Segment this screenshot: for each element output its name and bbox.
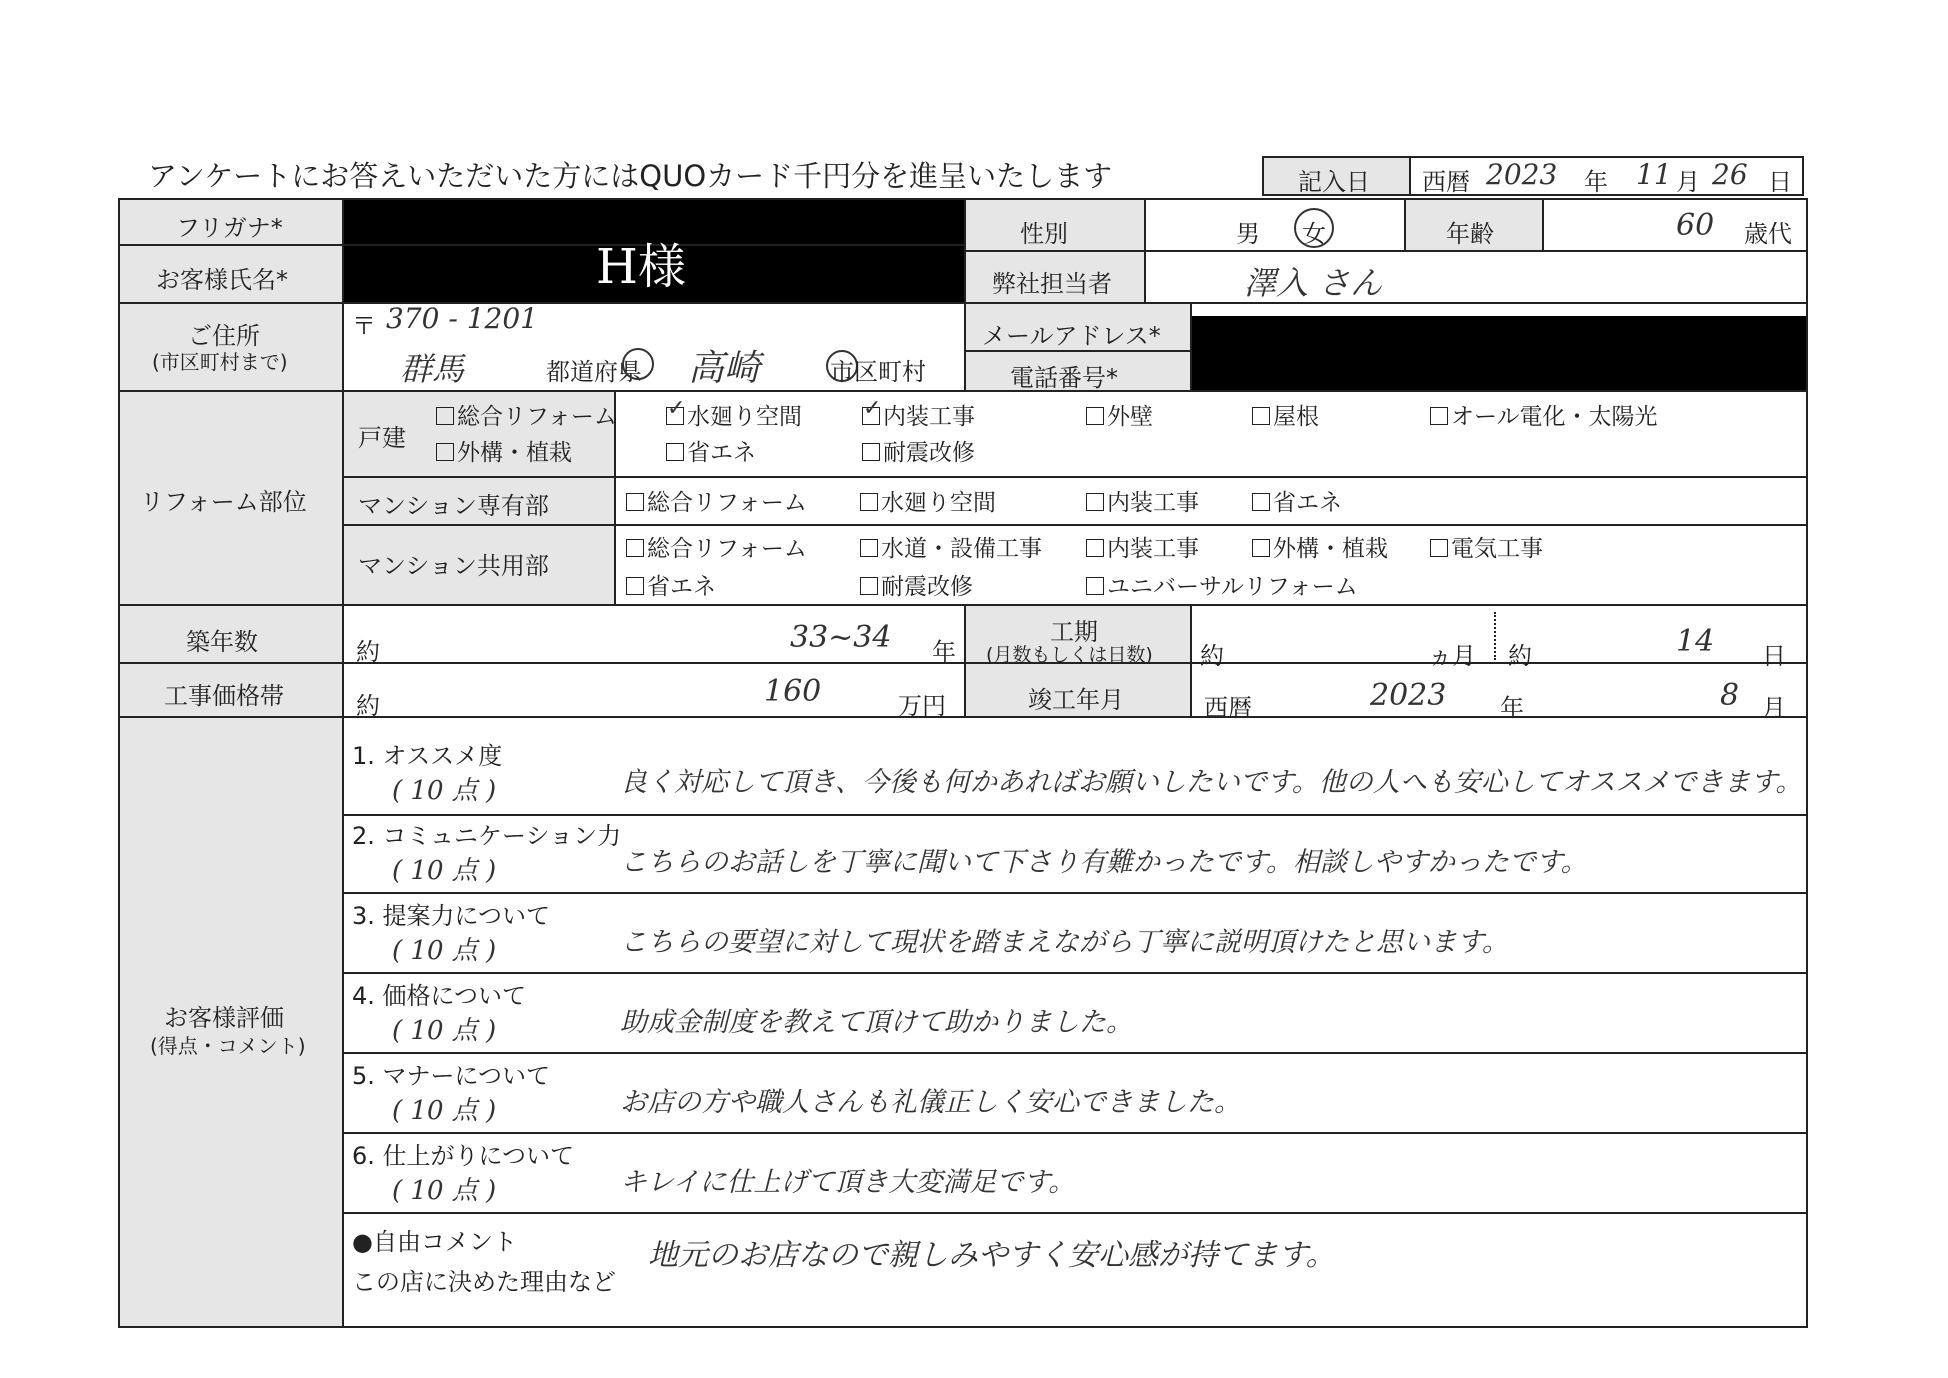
evaluation-item-comment: こちらの要望に対して現状を踏まえながら丁寧に説明頂けたと思います。 [620,927,1509,958]
house-checkbox-6-box[interactable] [436,443,454,461]
grid-line [342,972,1808,974]
period-months-unit: ヵ月 [1428,642,1476,670]
age-unit: 歳代 [1744,220,1792,248]
completion-month: 8 [1720,678,1740,713]
grid-line [342,198,344,1328]
evaluation-section-label: お客様評価 [164,1004,284,1032]
common-checkbox-4-label: 電気工事 [1451,536,1543,562]
private-checkbox-3-label: 省エネ [1273,490,1342,516]
house-checkbox-0-box[interactable] [436,407,454,425]
house-checkbox-3-label: 外壁 [1107,404,1153,430]
house-checkbox-5-label: オール電化・太陽光 [1451,404,1658,430]
staff-value: 澤入 さん [1244,264,1383,302]
grid-line [118,604,1808,606]
name-label: お客様氏名* [156,266,288,294]
private-label: マンション専有部 [358,492,549,520]
private-checkbox-1-label: 水廻り空間 [881,490,996,516]
entry-day-unit: 日 [1768,168,1792,196]
common-checkbox-1[interactable] [860,530,1042,563]
age-label: 年齢 [1446,220,1494,248]
period-sub-label: (月数もしくは日数) [986,644,1153,666]
common-checkbox-5-box[interactable] [626,577,644,595]
city-suffix: 市区町村 [830,358,926,386]
free-comment-sub: この店に決めた理由など [352,1268,616,1296]
common-checkbox-5-label: 省エネ [647,574,716,600]
prefecture-suffix: 都道府県 [546,358,642,386]
house-checkbox-6-label: 外構・植栽 [457,440,572,466]
private-checkbox-0-label: 総合リフォーム [647,490,807,516]
grid-line [342,892,1808,894]
gender-female: 女 [1302,220,1326,248]
grid-line [966,250,1808,252]
house-checkbox-5-box[interactable] [1430,407,1448,425]
private-checkbox-3[interactable] [1252,484,1342,517]
common-checkbox-5[interactable] [626,568,716,601]
evaluation-item-title: 1. オススメ度 [352,742,503,770]
common-label: マンション共用部 [358,552,549,580]
grid-line [1144,198,1146,304]
common-checkbox-6[interactable] [860,568,973,601]
grid-line [1404,198,1406,252]
house-checkbox-6[interactable] [436,434,572,467]
private-checkbox-2[interactable] [1086,484,1199,517]
house-checkbox-8-label: 耐震改修 [883,440,975,466]
common-checkbox-0[interactable] [626,530,807,563]
private-checkbox-0[interactable] [626,484,807,517]
common-checkbox-3-label: 外構・植栽 [1273,536,1388,562]
contact-redaction [1192,316,1806,392]
period-approx-days: 約 [1508,642,1532,670]
private-checkbox-0-box[interactable] [626,493,644,511]
house-checkbox-2-label: 内装工事 [883,404,975,430]
house-checkbox-5[interactable] [1430,398,1658,431]
entry-month-unit: 月 [1676,168,1700,196]
private-checkbox-2-label: 内装工事 [1107,490,1199,516]
period-days-unit: 日 [1762,642,1786,670]
grid-line [118,302,1808,304]
private-checkbox-2-box[interactable] [1086,493,1104,511]
common-checkbox-4[interactable] [1430,530,1543,563]
house-checkbox-2[interactable] [862,398,975,431]
age-value: 60 [1676,208,1715,243]
postal-code: 370 - 1201 [386,302,538,335]
building-age-label: 築年数 [186,628,258,656]
reform-section-label: リフォーム部位 [140,488,307,516]
common-checkbox-6-box[interactable] [860,577,878,595]
common-checkbox-0-box[interactable] [626,539,644,557]
free-comment-label: ●自由コメント [352,1228,517,1256]
grid-line [342,1052,1808,1054]
furigana-label: フリガナ* [176,214,283,242]
entry-year-unit: 年 [1584,168,1608,196]
period-approx-months: 約 [1200,642,1224,670]
house-checkbox-4-box[interactable] [1252,407,1270,425]
house-checkbox-0[interactable] [436,398,617,431]
common-checkbox-7[interactable] [1086,568,1358,601]
price-label: 工事価格帯 [164,682,284,710]
phone-label: 電話番号* [1010,364,1118,392]
house-checkbox-4-label: 屋根 [1273,404,1319,430]
campaign-notice: アンケートにお答えいただいた方にはQUOカード千円分を進呈いたします [148,159,1113,193]
house-checkbox-1-label: 水廻り空間 [687,404,802,430]
entry-month: 11 [1636,158,1672,191]
grid-dotted-line [1494,612,1496,660]
address-label: ご住所 [188,322,260,350]
grid-line [342,1212,1808,1214]
grid-line [964,198,966,390]
completion-year: 2023 [1370,678,1447,713]
private-checkbox-1[interactable] [860,484,996,517]
address-sub-label: (市区町村まで) [152,350,288,374]
common-checkbox-2-label: 内装工事 [1107,536,1199,562]
evaluation-section-sub: (得点・コメント) [150,1034,306,1058]
house-checkbox-0-label: 総合リフォーム [457,404,617,430]
city-value: 高崎 [688,348,761,389]
common-checkbox-1-box[interactable] [860,539,878,557]
grid-line [1190,604,1192,716]
evaluation-item-title: 5. マナーについて [352,1062,551,1090]
gender-label: 性別 [1020,220,1068,248]
postal-mark: 〒 [352,312,376,340]
house-label: 戸建 [358,424,406,452]
evaluation-item-title: 2. コミュニケーション力 [352,822,622,850]
completion-era: 西暦 [1204,694,1252,722]
entry-year: 2023 [1486,158,1558,191]
price-value: 160 [764,674,822,709]
grid-line [1542,198,1544,252]
evaluation-item-title: 4. 価格について [352,982,527,1010]
grid-line [342,476,1808,478]
evaluation-item-score: ( 10 点 ) [392,856,497,886]
house-checkbox-7[interactable] [666,434,756,467]
grid-line [342,1132,1808,1134]
gender-male: 男 [1236,220,1260,248]
evaluation-item-score: ( 10 点 ) [392,936,497,966]
house-checkbox-1-box[interactable] [666,407,684,425]
evaluation-item-comment: 良く対応して頂き、今後も何かあればお願いしたいです。他の人へも安心してオススメできます。 [620,767,1803,798]
private-checkbox-1-box[interactable] [860,493,878,511]
private-checkbox-3-box[interactable] [1252,493,1270,511]
period-days-value: 14 [1676,624,1715,659]
grid-line [964,604,966,716]
building-age-approx: 約 [356,638,380,666]
price-unit: 万円 [898,692,946,720]
building-age-value: 33~34 [790,620,892,655]
house-checkbox-3-box[interactable] [1086,407,1104,425]
grid-line [342,524,1808,526]
common-checkbox-2-box[interactable] [1086,539,1104,557]
completion-month-unit: 月 [1762,694,1786,722]
price-approx: 約 [356,692,380,720]
house-checkbox-1[interactable] [666,398,802,431]
house-checkbox-7-label: 省エネ [687,440,756,466]
evaluation-item-comment: キレイに仕上げて頂き大変満足です。 [620,1167,1076,1198]
prefecture-value: 群馬 [400,350,465,388]
house-checkbox-2-box[interactable] [862,407,880,425]
house-checkbox-8[interactable] [862,434,975,467]
email-label: メールアドレス* [982,322,1161,350]
evaluation-item-score: ( 10 点 ) [392,1176,497,1206]
evaluation-item-title: 6. 仕上がりについて [352,1142,575,1170]
grid-line [118,244,966,246]
common-checkbox-3[interactable] [1252,530,1388,563]
evaluation-item-title: 3. 提案力について [352,902,551,930]
common-checkbox-6-label: 耐震改修 [881,574,973,600]
period-label: 工期 [1050,618,1098,646]
common-checkbox-7-box[interactable] [1086,577,1104,595]
common-checkbox-3-box[interactable] [1252,539,1270,557]
entry-day: 26 [1712,158,1748,191]
completion-year-unit: 年 [1500,694,1524,722]
house-checkbox-8-box[interactable] [862,443,880,461]
evaluation-item-score: ( 10 点 ) [392,776,497,806]
completion-label: 竣工年月 [1028,686,1124,714]
entry-era-label: 西暦 [1422,168,1470,196]
common-checkbox-7-label: ユニバーサルリフォーム [1107,574,1358,600]
common-checkbox-2[interactable] [1086,530,1199,563]
grid-line [118,390,1808,392]
staff-label: 弊社担当者 [992,270,1112,298]
building-age-unit: 年 [932,638,956,666]
house-checkbox-7-box[interactable] [666,443,684,461]
house-checkbox-3[interactable] [1086,398,1153,431]
common-checkbox-4-box[interactable] [1430,539,1448,557]
entry-date-label: 記入日 [1298,168,1370,196]
prefecture-ken-circle [622,348,654,380]
common-checkbox-0-label: 総合リフォーム [647,536,807,562]
evaluation-item-comment: 助成金制度を教えて頂けて助かりました。 [620,1007,1133,1038]
free-comment-text: 地元のお店なので親しみやすく安心感が持てます。 [648,1238,1336,1273]
common-checkbox-1-label: 水道・設備工事 [881,536,1042,562]
grid-line [1190,302,1192,392]
evaluation-item-score: ( 10 点 ) [392,1096,497,1126]
evaluation-item-score: ( 10 点 ) [392,1016,497,1046]
evaluation-item-comment: お店の方や職人さんも礼儀正しく安心できました。 [620,1087,1241,1118]
evaluation-item-comment: こちらのお話しを丁寧に聞いて下さり有難かったです。相談しやすかったです。 [620,847,1588,878]
customer-name: H様 [596,239,686,295]
entry-date-box [1262,156,1804,196]
house-checkbox-4[interactable] [1252,398,1319,431]
